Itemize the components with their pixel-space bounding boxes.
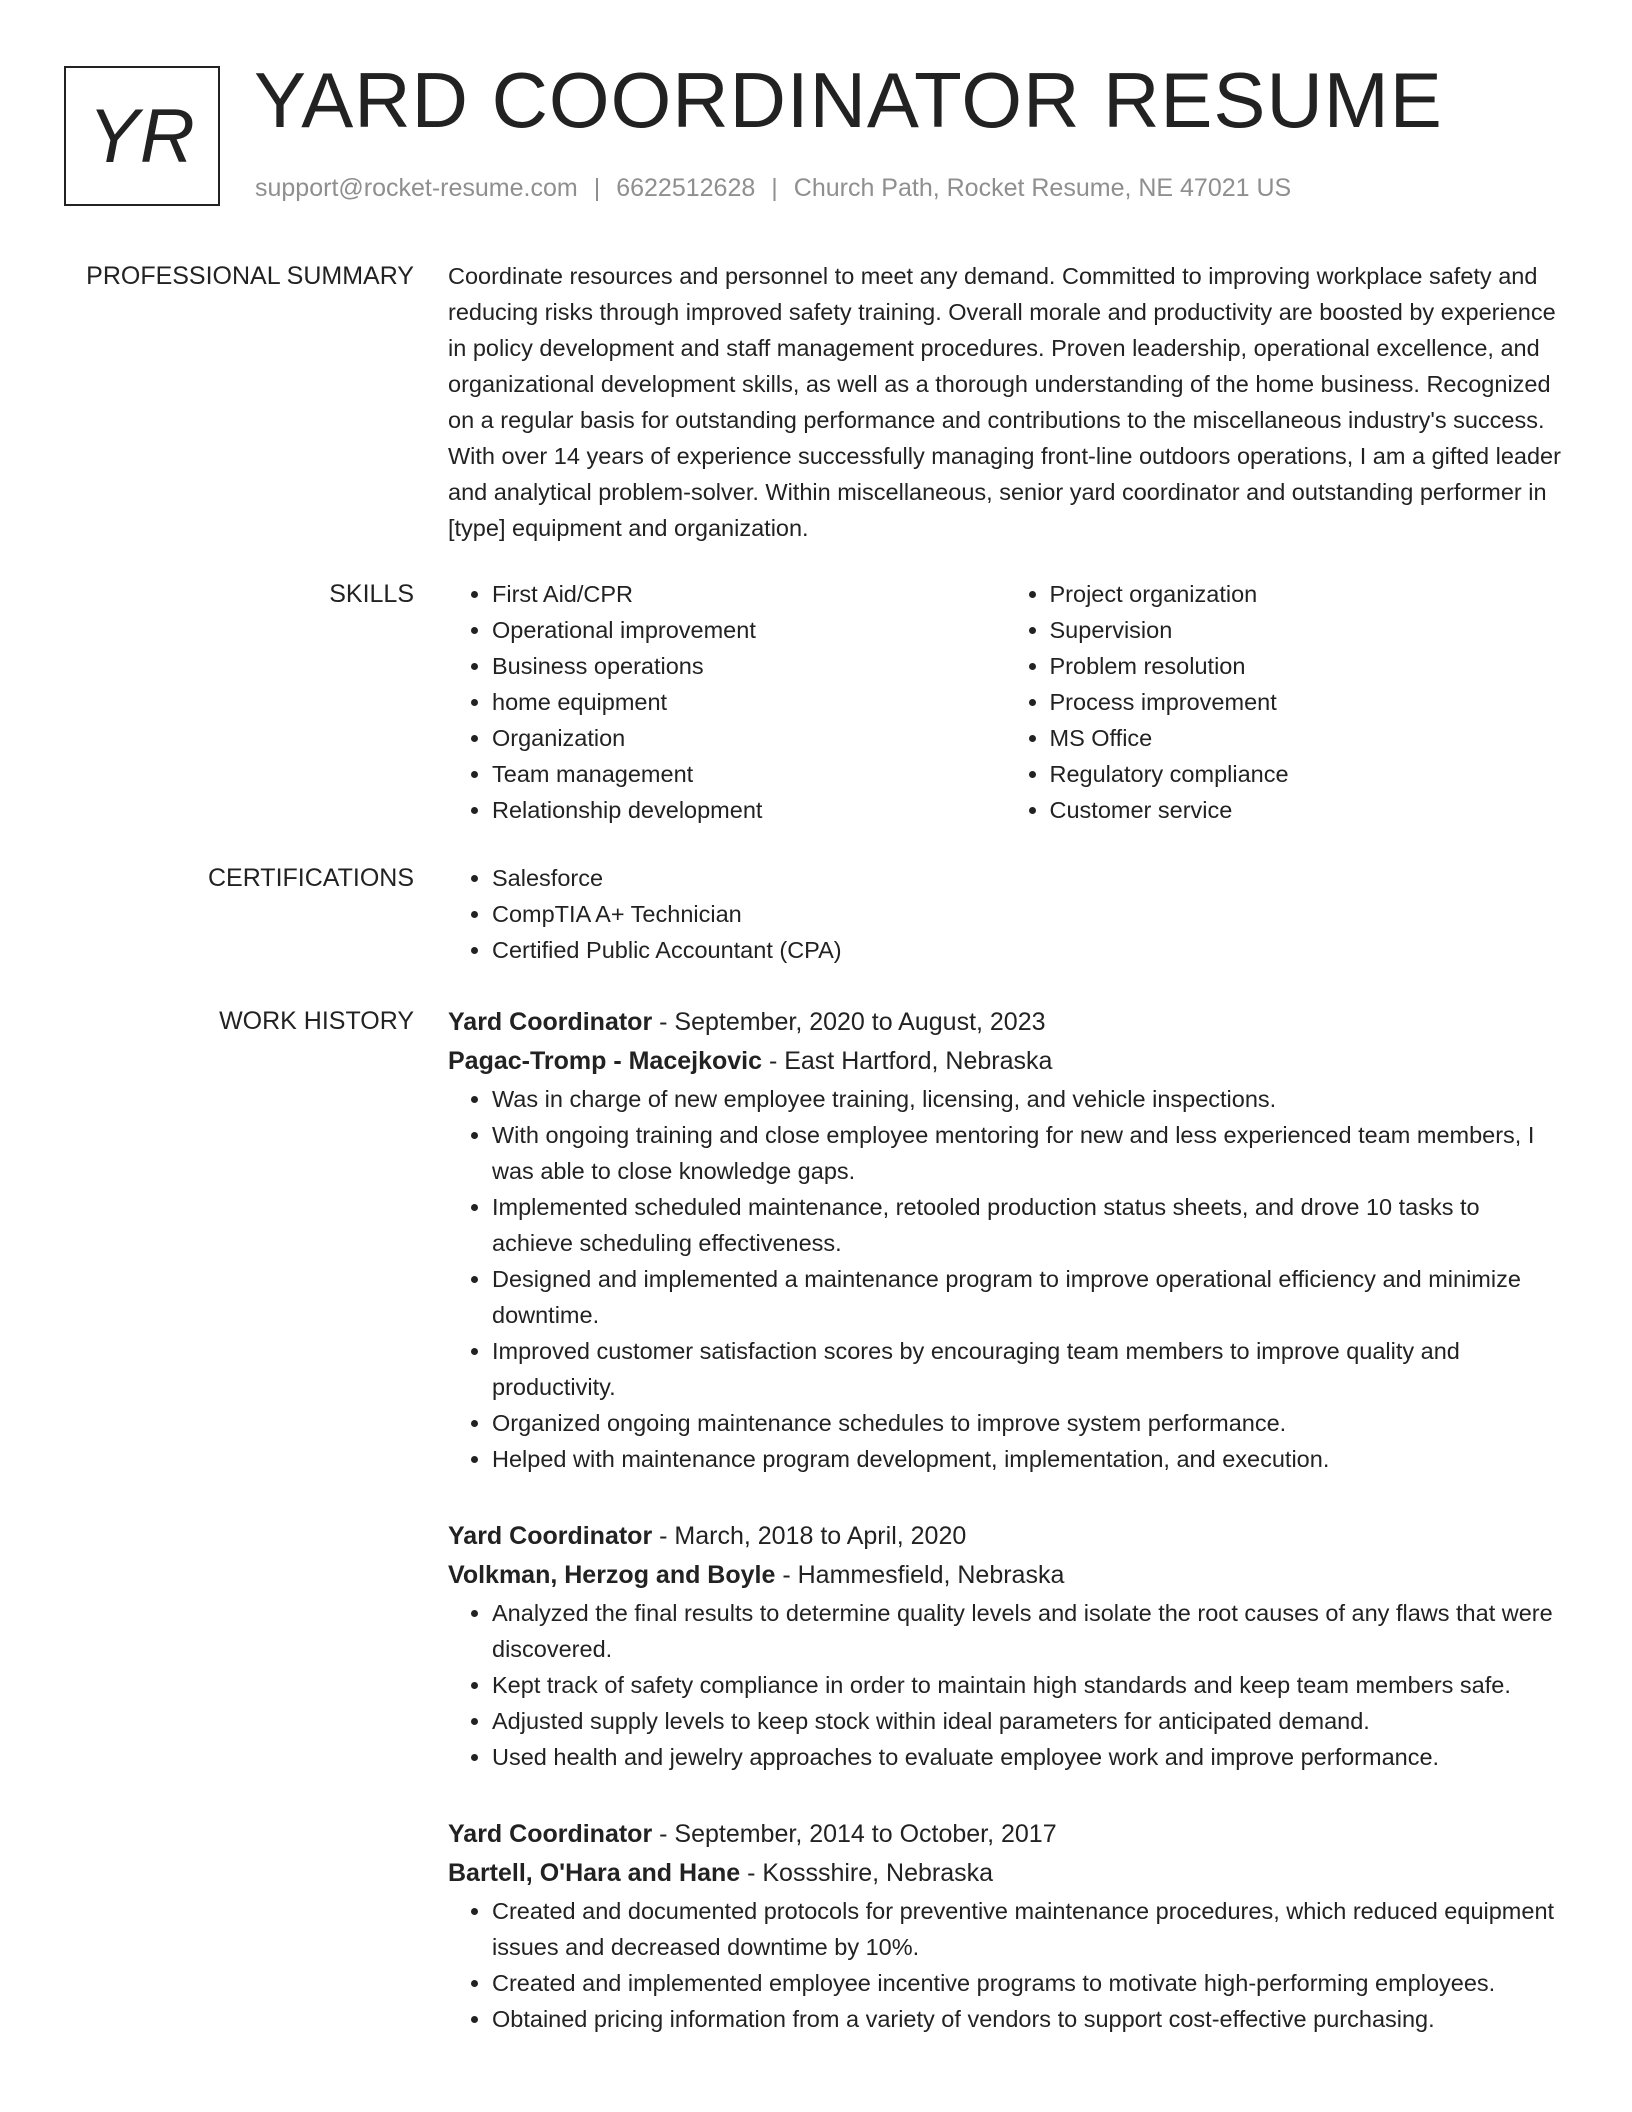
job-bullet-list [448, 1081, 1563, 1477]
job-company: Bartell, O'Hara and Hane [448, 1859, 741, 1887]
list-item: • Created and documented protocols for preventive maintenance procedures, which reduced equipment issues and decreased downtime by 10%. [492, 1893, 1563, 1965]
list-item: • Adjusted supply levels to keep stock within ideal parameters for anticipated demand. [492, 1703, 1563, 1739]
list-item: • Obtained pricing information from a variety of vendors to support cost-effective purchasing. [492, 2001, 1563, 2037]
list-item: • Customer service [1050, 792, 1564, 828]
list-item: • Team management [492, 756, 1006, 792]
list-item: • MS Office [1050, 720, 1564, 756]
job-company-line [448, 1556, 1563, 1595]
list-item: • Implemented scheduled maintenance, retooled production status sheets, and drove 10 tasks to achieve scheduling effectiveness. [492, 1189, 1563, 1261]
certifications-body [448, 860, 1563, 968]
list-item: • Salesforce [492, 860, 1563, 896]
work-history-body [448, 1003, 1563, 2037]
list-item: • Process improvement [1050, 684, 1564, 720]
summary-label: PROFESSIONAL SUMMARY [86, 262, 414, 290]
contact-separator: | [771, 174, 778, 202]
list-item: • Analyzed the final results to determine quality levels and isolate the root causes of any flaws that were discovered. [492, 1595, 1563, 1667]
list-item: • CompTIA A+ Technician [492, 896, 1563, 932]
list-item: • Created and implemented employee incentive programs to motivate high-performing employees. [492, 1965, 1563, 2001]
list-item: • First Aid/CPR [492, 576, 1006, 612]
list-item: • Supervision [1050, 612, 1564, 648]
list-item: • Operational improvement [492, 612, 1006, 648]
skills-list-right [1006, 576, 1564, 828]
contact-email: support@rocket-resume.com [255, 174, 578, 202]
skills-label: SKILLS [329, 580, 414, 608]
job-title: Yard Coordinator [448, 1008, 653, 1036]
list-item: • Helped with maintenance program development, implementation, and execution. [492, 1441, 1563, 1477]
list-item: • home equipment [492, 684, 1006, 720]
monogram-logo: YR [64, 66, 220, 206]
list-item: • Problem resolution [1050, 648, 1564, 684]
list-item: • Certified Public Accountant (CPA) [492, 932, 1563, 968]
job-dates: - September, 2020 to August, 2023 [652, 1008, 1046, 1036]
skills-list-left [448, 576, 1006, 828]
certifications-label: CERTIFICATIONS [207, 864, 414, 892]
list-item: • Project organization [1050, 576, 1564, 612]
job-entry [448, 1815, 1563, 2037]
contact-line [255, 174, 1291, 203]
list-item: • Improved customer satisfaction scores by encouraging team members to improve quality and productivity. [492, 1333, 1563, 1405]
job-company-line [448, 1042, 1563, 1081]
list-item: • Designed and implemented a maintenance program to improve operational efficiency and minimize downtime. [492, 1261, 1563, 1333]
skills-columns [448, 576, 1563, 828]
list-item: • Organization [492, 720, 1006, 756]
certifications-list [448, 860, 1563, 968]
list-item: • Kept track of safety compliance in order to maintain high standards and keep team members safe. [492, 1667, 1563, 1703]
job-bullet-list [448, 1893, 1563, 2037]
summary-text: Coordinate resources and personnel to meet any demand. Committed to improving workplace safety and reducing risks through improved safety training. Overall morale and productivity are boosted by experience in policy development and staff management procedures. Proven leadership, operational excellence, and organizational development skills, as well as a thorough understanding of the home business. Recognized on a regular basis for outstanding performance and contributions to the miscellaneous industry's success. With over 14 years of experience successfully managing front-line outdoors operations, I am a gifted leader and analytical problem-solver. Within miscellaneous, senior yard coordinator and outstanding performer in [type] equipment and organization. [448, 263, 1561, 541]
work-history-label: WORK HISTORY [219, 1007, 414, 1035]
job-title-line [448, 1815, 1563, 1854]
job-dates: - March, 2018 to April, 2020 [652, 1522, 967, 1550]
job-location: - East Hartford, Nebraska [762, 1047, 1053, 1075]
job-title-line [448, 1003, 1563, 1042]
contact-address: Church Path, Rocket Resume, NE 47021 US [793, 174, 1292, 202]
list-item: • With ongoing training and close employee mentoring for new and less experienced team members, I was able to close knowledge gaps. [492, 1117, 1563, 1189]
job-title: Yard Coordinator [448, 1522, 653, 1550]
list-item: • Was in charge of new employee training, licensing, and vehicle inspections. [492, 1081, 1563, 1117]
summary-body [448, 258, 1563, 546]
skills-body [448, 576, 1563, 828]
list-item: • Organized ongoing maintenance schedules to improve system performance. [492, 1405, 1563, 1441]
list-item: • Regulatory compliance [1050, 756, 1564, 792]
contact-phone: 6622512628 [616, 174, 756, 202]
job-title-line [448, 1517, 1563, 1556]
job-bullet-list [448, 1595, 1563, 1775]
job-company: Volkman, Herzog and Boyle [448, 1561, 776, 1589]
list-item: • Used health and jewelry approaches to evaluate employee work and improve performance. [492, 1739, 1563, 1775]
page-title: YARD COORDINATOR RESUME [254, 56, 1443, 144]
list-item: • Relationship development [492, 792, 1006, 828]
contact-separator: | [593, 174, 601, 202]
job-location: - Hammesfield, Nebraska [775, 1561, 1065, 1589]
job-company: Pagac-Tromp - Macejkovic [448, 1047, 763, 1075]
job-entry [448, 1003, 1563, 1477]
job-title: Yard Coordinator [448, 1820, 653, 1848]
job-dates: - September, 2014 to October, 2017 [652, 1820, 1057, 1848]
list-item: • Business operations [492, 648, 1006, 684]
job-company-line [448, 1854, 1563, 1893]
job-location: - Kossshire, Nebraska [740, 1859, 994, 1887]
job-entry [448, 1517, 1563, 1775]
